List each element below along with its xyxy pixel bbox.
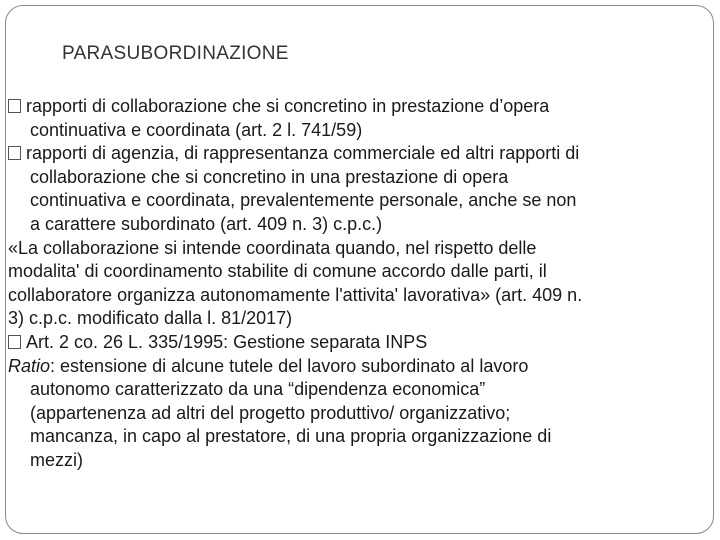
empty-square-bullet-icon xyxy=(8,335,21,349)
paragraph-3-quote xyxy=(8,237,712,331)
paragraph-1 xyxy=(8,95,712,142)
empty-square-bullet-icon xyxy=(8,99,21,113)
paragraph-1-text: rapporti di collaborazione che si concretino in prestazione d’opera continuativa e coordinata (art. 2 l. 741/59) xyxy=(26,96,550,140)
paragraph-3-text: «La collaborazione si intende coordinata quando, nel rispetto delle modalita' di coordinamento stabilite di comune accordo dalle parti, il collaboratore organizza autonomamente l'attivita' lavorativa» (art. 409 n. 3) c.p.c. modificato dalla l. 81/2017) xyxy=(8,237,583,329)
empty-square-bullet-icon xyxy=(8,146,21,160)
paragraph-4-text: Art. 2 co. 26 L. 335/1995: Gestione separata INPS xyxy=(26,331,428,352)
paragraph-5-lead: Ratio xyxy=(8,355,51,376)
paragraph-5-text: : estensione di alcune tutele del lavoro subordinato al lavoro autonomo caratterizzato da una “dipendenza economica” (appartenenza ad altri del progetto produttivo/ organizzativo; mancanza, in capo al prestatore, di una propria organizzazione di mezzi) xyxy=(30,355,552,470)
paragraph-4 xyxy=(8,331,712,355)
paragraph-2-text: rapporti di agenzia, di rappresentanza commerciale ed altri rapporti di collaborazione che si concretino in una prestazione di opera continuativa e coordinata, prevalentemente personale, anche se non a carattere subordinato (art. 409 n. 3) c.p.c.) xyxy=(26,143,580,234)
paragraph-5-ratio xyxy=(8,355,712,473)
slide-title: PARASUBORDINAZIONE xyxy=(62,43,289,64)
paragraph-2 xyxy=(8,142,712,236)
slide-content xyxy=(8,95,712,473)
